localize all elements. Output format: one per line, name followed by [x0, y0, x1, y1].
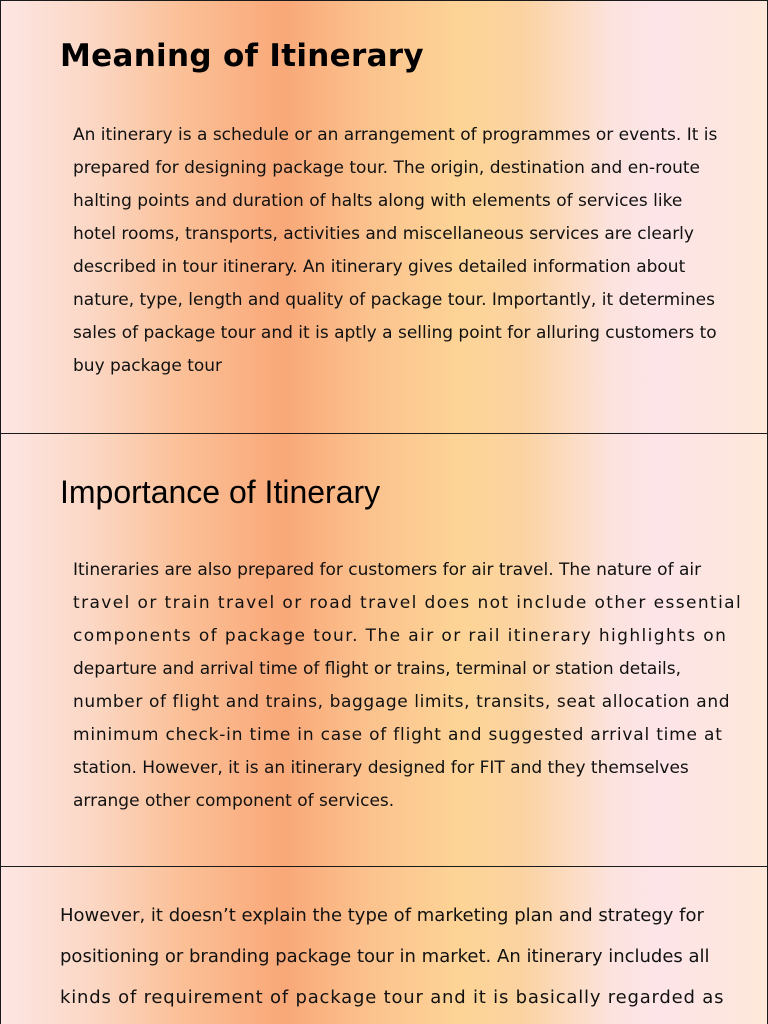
text-line: number of flight and trains, baggage limits, transits, seat allocation and: [73, 692, 731, 712]
slide-1-paragraph: [73, 119, 723, 383]
text-line: station. However, it is an itinerary designed for FIT and they themselves: [73, 758, 689, 778]
text-line: However, it doesn’t explain the type of marketing plan and strategy for: [60, 905, 704, 926]
text-line: positioning or branding package tour in market. An itinerary includes all: [60, 946, 710, 967]
slide-1-title: Meaning of Itinerary: [60, 38, 424, 74]
text-line: Itineraries are also prepared for customers for air travel. The nature of air: [73, 560, 702, 580]
text-line: halting points and duration of halts along with elements of services like: [73, 191, 683, 211]
slide-2-title: Importance of Itinerary: [60, 474, 381, 510]
text-line: sales of package tour and it is aptly a selling point for alluring customers to: [73, 323, 717, 343]
slide-2-paragraph: [73, 554, 743, 818]
text-line: An itinerary is a schedule or an arrangement of programmes or events. It is: [73, 125, 718, 145]
text-line: departure and arrival time of flight or trains, terminal or station details,: [73, 659, 682, 679]
text-line: minimum check-in time in case of flight and suggested arrival time at: [73, 725, 723, 745]
text-line: kinds of requirement of package tour and it is basically regarded as: [60, 987, 725, 1008]
text-line: travel or train travel or road travel does not include other essential: [73, 593, 743, 613]
text-line: components of package tour. The air or rail itinerary highlights on: [73, 626, 728, 646]
text-line: nature, type, length and quality of package tour. Importantly, it determines: [73, 290, 715, 310]
text-line: prepared for designing package tour. The origin, destination and en-route: [73, 158, 701, 178]
text-line: described in tour itinerary. An itinerary gives detailed information about: [73, 257, 686, 277]
slide-3-paragraph: [60, 895, 735, 1018]
text-line: arrange other component of services.: [73, 791, 395, 811]
text-line: hotel rooms, transports, activities and miscellaneous services are clearly: [73, 224, 694, 244]
text-line: buy package tour: [73, 356, 223, 376]
